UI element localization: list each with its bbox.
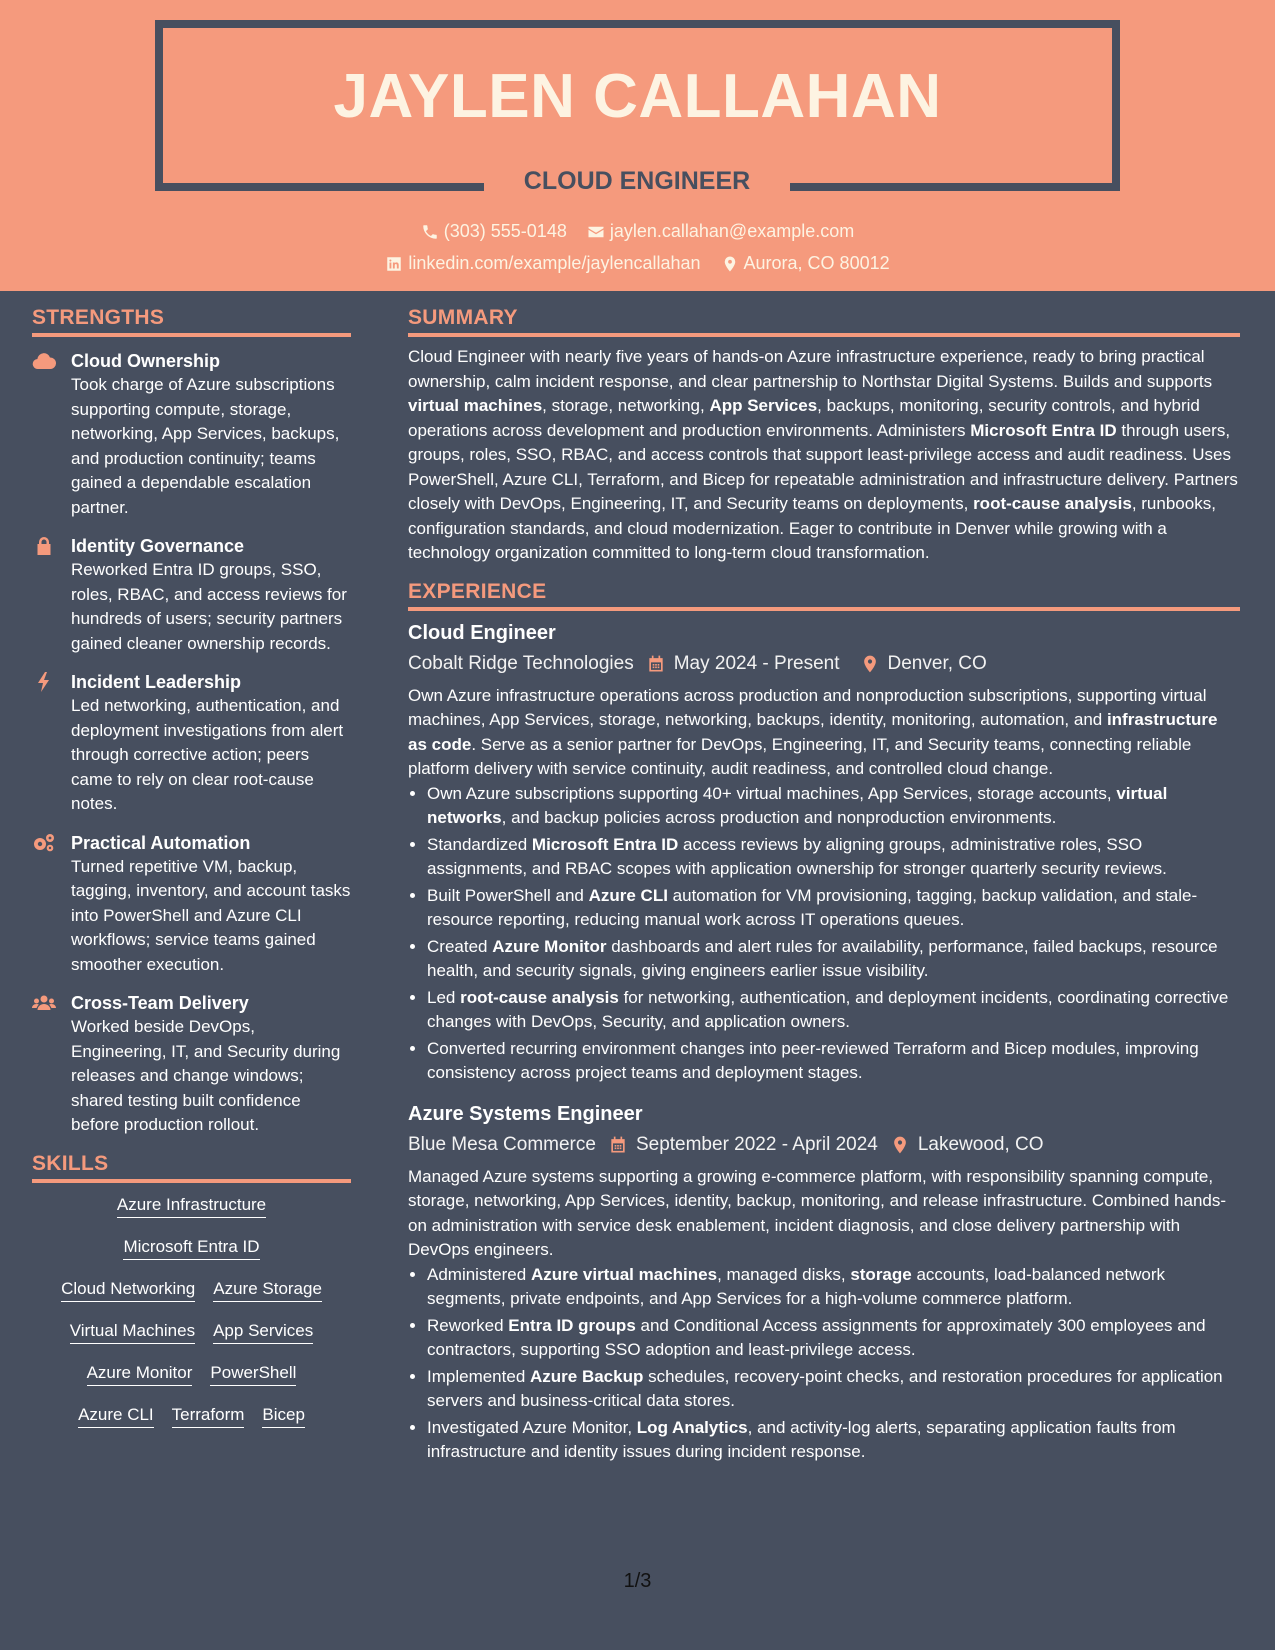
strength-title: Practical Automation [71, 832, 251, 853]
bullet-item: • Own Azure subscriptions supporting 40+ virtual machines, App Services, storage accounts, virtual networks, and backup policies across production and nonproduction environments. [427, 782, 1240, 831]
location-text: Aurora, CO 80012 [743, 253, 890, 273]
job-intro: Own Azure infrastructure operations across production and nonproduction subscriptions, supporting virtual machines, App Services, storage, networking, backups, identity, monitoring, automation, and infrastructure as code. Serve as a senior partner for DevOps, Engineering, IT, and Security teams, connecting reliable platform delivery with service continuity, audit readiness, and controlled cloud change. [408, 685, 1218, 778]
users-icon [32, 993, 56, 1013]
cloud-icon [32, 351, 56, 371]
skill-row [32, 1321, 351, 1344]
bullet-item: • Led root-cause analysis for networking, authentication, and deployment incidents, coordinating corrective changes with DevOps, Security, and application owners. [427, 986, 1240, 1035]
left-column [32, 306, 351, 1447]
envelope-icon [587, 223, 605, 241]
summary-heading: SUMMARY [408, 306, 1240, 337]
job-intro: Managed Azure systems supporting a growing e-commerce platform, with responsibility spanning compute, storage, networking, App Services, identity, backup, monitoring, and release infrastructure. Combined hands-on administration with service desk enablement, incident diagnosis, and close delivery partnership with DevOps engineers. [408, 1166, 1227, 1259]
bullet-item: • Investigated Azure Monitor, Log Analytics, and activity-log alerts, separating application faults from infrastructure and identity issues during incident response. [427, 1416, 1240, 1465]
strength-text: Led networking, authentication, and deployment investigations from alert through corrective action; peers came to rely on clear root-cause notes. [71, 696, 344, 813]
calendar-icon [646, 654, 666, 674]
summary-text: Cloud Engineer with nearly five years of hands-on Azure infrastructure experience, ready to bring practical ownership, calm incident response, and clear partnership to Northstar Digital Systems. Builds and supports virtual machines, storage, networking, App Services, backups, monitoring, security controls, and hybrid operations across development and production environments. Administers Microsoft Entra ID through users, groups, roles, SSO, RBAC, and access controls that support least-privilege access and audit readiness. Uses PowerShell, Azure CLI, Terraform, and Bicep for repeatable administration and infrastructure delivery. Partners closely with DevOps, Engineering, IT, and Security teams on deployments, root-cause analysis, runbooks, configuration standards, and cloud modernization. Eager to contribute in Denver while growing with a technology organization committed to long-term cloud transformation. [408, 347, 1238, 562]
map-pin-icon [721, 255, 739, 273]
job-company: Cobalt Ridge Technologies [408, 652, 634, 674]
skill-tag: Microsoft Entra ID [123, 1237, 259, 1260]
strength-item [32, 831, 351, 978]
phone-text: (303) 555-0148 [443, 221, 567, 241]
strength-item [32, 534, 351, 656]
contact-phone [421, 221, 567, 242]
skill-row [32, 1195, 351, 1218]
job-bullets [408, 1263, 1240, 1465]
contact-row-2 [0, 253, 1275, 274]
linkedin-text[interactable]: linkedin.com/example/jaylencallahan [408, 253, 701, 273]
candidate-name: JAYLEN CALLAHAN [333, 62, 942, 131]
bullet-item: • Built PowerShell and Azure CLI automation for VM provisioning, tagging, backup validation, and stale-resource reporting, reducing manual work across IT operations queues. [427, 884, 1240, 933]
skill-tag: App Services [213, 1321, 313, 1344]
calendar-icon [608, 1135, 628, 1155]
bullet-item: • Administered Azure virtual machines, managed disks, storage accounts, load-balanced network segments, private endpoints, and App Services for a high-volume commerce platform. [427, 1263, 1240, 1312]
job-dates: September 2022 - April 2024 [635, 1133, 878, 1155]
bullet-item: • Implemented Azure Backup schedules, recovery-point checks, and restoration procedures for application servers and business-critical data stores. [427, 1365, 1240, 1414]
skill-row [32, 1237, 351, 1260]
bullet-item: • Created Azure Monitor dashboards and alert rules for availability, performance, failed backups, resource health, and security signals, giving engineers earlier issue visibility. [427, 935, 1240, 984]
skills-list [32, 1195, 351, 1428]
strength-item [32, 991, 351, 1138]
skill-tag: Bicep [262, 1405, 305, 1428]
strength-text: Turned repetitive VM, backup, tagging, inventory, and account tasks into PowerShell and Azure CLI workflows; service teams gained smoother execution. [71, 856, 351, 974]
job-meta [408, 650, 1240, 678]
gears-icon [32, 833, 56, 853]
skill-row [32, 1279, 351, 1302]
job-bullets [408, 782, 1240, 1086]
strength-title: Incident Leadership [71, 672, 242, 692]
skill-row [32, 1405, 351, 1428]
skill-tag: PowerShell [210, 1363, 296, 1386]
strength-item [32, 670, 351, 817]
contact-row-1 [0, 221, 1275, 242]
strength-title: Cross-Team Delivery [71, 993, 249, 1013]
bullet-item: • Converted recurring environment changes into peer-reviewed Terraform and Bicep modules, improving consistency across project teams and deployment stages. [427, 1037, 1240, 1086]
contact-linkedin[interactable] [385, 253, 700, 274]
contact-email[interactable] [587, 221, 854, 242]
right-column [408, 306, 1240, 1467]
job-title: CLOUD ENGINEER [523, 167, 751, 195]
header-banner [0, 0, 1275, 291]
lock-icon [32, 536, 56, 556]
linkedin-icon [385, 255, 403, 273]
strengths-heading: STRENGTHS [32, 306, 351, 337]
skill-tag: Azure CLI [78, 1405, 154, 1428]
job-entry [408, 619, 1240, 1086]
map-pin-icon [860, 654, 880, 674]
job-meta [408, 1131, 1240, 1159]
skills-heading: SKILLS [32, 1152, 351, 1183]
skill-tag: Virtual Machines [70, 1321, 195, 1344]
bullet-item: • Reworked Entra ID groups and Conditional Access assignments for approximately 300 employees and contractors, supporting SSO adoption and least-privilege access. [427, 1314, 1240, 1363]
page-number: 1/3 [623, 1570, 652, 1592]
strength-text: Reworked Entra ID groups, SSO, roles, RBAC, and access reviews for hundreds of users; security partners gained cleaner ownership records. [71, 560, 347, 653]
skill-tag: Terraform [172, 1405, 245, 1428]
strength-text: Worked beside DevOps, Engineering, IT, and Security during releases and change windows; shared testing built confidence before production rollout. [71, 1017, 341, 1134]
contact-location [721, 253, 890, 274]
skill-tag: Azure Monitor [87, 1363, 193, 1386]
job-entry [408, 1100, 1240, 1465]
job-dates: May 2024 - Present [673, 652, 840, 674]
skill-tag: Cloud Networking [61, 1279, 195, 1302]
job-location: Lakewood, CO [917, 1133, 1044, 1155]
strength-text: Took charge of Azure subscriptions supporting compute, storage, networking, App Services, backups, and production continuity; teams gained a dependable escalation partner. [71, 375, 340, 517]
bolt-icon [32, 672, 56, 692]
job-company: Blue Mesa Commerce [408, 1133, 596, 1155]
job-role: Azure Systems Engineer [408, 1102, 643, 1125]
bullet-item: • Standardized Microsoft Entra ID access reviews by aligning groups, administrative roles, SSO assignments, and RBAC scopes with application ownership for stronger quarterly security reviews. [427, 833, 1240, 882]
job-location: Denver, CO [887, 652, 987, 674]
skill-row [32, 1363, 351, 1386]
email-text[interactable]: jaylen.callahan@example.com [609, 221, 855, 241]
map-pin-icon [890, 1135, 910, 1155]
strength-item [32, 349, 351, 520]
job-role: Cloud Engineer [408, 621, 556, 644]
phone-icon [421, 223, 439, 241]
skill-tag: Azure Infrastructure [117, 1195, 266, 1218]
strength-title: Cloud Ownership [71, 351, 221, 371]
skill-tag: Azure Storage [213, 1279, 322, 1302]
strength-title: Identity Governance [71, 536, 245, 556]
experience-heading: EXPERIENCE [408, 580, 1240, 611]
